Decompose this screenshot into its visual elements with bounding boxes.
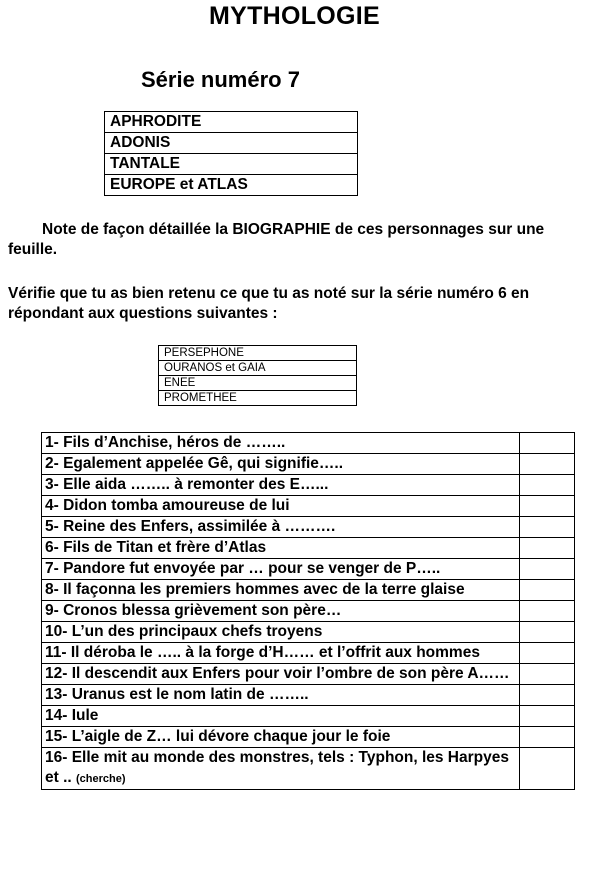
- previous-character-cell: OURANOS et GAIA: [159, 361, 357, 376]
- question-text: [42, 706, 520, 727]
- question-text: [42, 433, 520, 454]
- answer-cell[interactable]: [520, 496, 575, 517]
- character-cell: EUROPE et ATLAS: [105, 175, 358, 196]
- question-row: [42, 538, 575, 559]
- question-row: [42, 664, 575, 685]
- question-row: [42, 748, 575, 790]
- question-label: 6- Fils de Titan et frère d’Atlas: [45, 539, 267, 556]
- question-label: 16- Elle mit au monde des monstres, tels : Typhon, les Harpyes et ..: [45, 749, 509, 786]
- question-label: 9- Cronos blessa grièvement son père…: [45, 602, 342, 619]
- page-title: MYTHOLOGIE: [208, 2, 381, 30]
- instruction-text-1: Note de façon détaillée la: [42, 221, 233, 238]
- answer-cell[interactable]: [520, 538, 575, 559]
- question-row: [42, 601, 575, 622]
- question-row: [42, 727, 575, 748]
- answer-cell[interactable]: [520, 727, 575, 748]
- question-row: [42, 517, 575, 538]
- question-text: [42, 601, 520, 622]
- question-label: 8- Il façonna les premiers hommes avec de la terre glaise: [45, 581, 465, 598]
- answer-cell[interactable]: [520, 517, 575, 538]
- question-text: [42, 475, 520, 496]
- previous-characters-table: [158, 345, 357, 406]
- question-text: [42, 580, 520, 601]
- answer-cell[interactable]: [520, 580, 575, 601]
- question-text: [42, 559, 520, 580]
- question-label: 1- Fils d’Anchise, héros de ……..: [45, 434, 286, 451]
- answer-cell[interactable]: [520, 601, 575, 622]
- question-row: [42, 454, 575, 475]
- answer-cell[interactable]: [520, 475, 575, 496]
- question-row: [42, 580, 575, 601]
- previous-character-cell: ENEE: [159, 376, 357, 391]
- question-label: 2- Egalement appelée Gê, qui signifie…..: [45, 455, 344, 472]
- character-cell: APHRODITE: [105, 112, 358, 133]
- question-label: 5- Reine des Enfers, assimilée à ……….: [45, 518, 336, 535]
- question-label: 12- Il descendit aux Enfers pour voir l’ombre de son père A……: [45, 665, 510, 682]
- previous-character-cell: PERSEPHONE: [159, 346, 357, 361]
- verify-paragraph: Vérifie que tu as bien retenu ce que tu as noté sur la série numéro 6 en répondant aux questions suivantes :: [8, 285, 530, 322]
- answer-cell[interactable]: [520, 454, 575, 475]
- question-text: [42, 664, 520, 685]
- question-label: 3- Elle aida …….. à remonter des E…...: [45, 476, 329, 493]
- question-label: 7- Pandore fut envoyée par … pour se venger de P…..: [45, 560, 441, 577]
- answer-cell[interactable]: [520, 643, 575, 664]
- answer-cell[interactable]: [520, 559, 575, 580]
- instruction-paragraph: [8, 220, 583, 260]
- character-cell: ADONIS: [105, 133, 358, 154]
- question-row: [42, 622, 575, 643]
- question-text: [42, 454, 520, 475]
- characters-table: [104, 111, 358, 196]
- answer-cell[interactable]: [520, 622, 575, 643]
- question-text: [42, 727, 520, 748]
- question-row: [42, 433, 575, 454]
- question-text: [42, 496, 520, 517]
- question-row: [42, 475, 575, 496]
- question-text: [42, 538, 520, 559]
- question-label: 13- Uranus est le nom latin de ……..: [45, 686, 309, 703]
- question-label: 11- Il déroba le ….. à la forge d’H…… et l’offrit aux hommes: [45, 644, 480, 661]
- question-label: 14- Iule: [45, 707, 99, 724]
- questions-table: [41, 432, 575, 790]
- question-label: 10- L’un des principaux chefs troyens: [45, 623, 323, 640]
- series-heading: Série numéro 7: [141, 67, 300, 92]
- question-row: [42, 685, 575, 706]
- question-text: [42, 685, 520, 706]
- question-text: [42, 622, 520, 643]
- question-hint: (cherche): [76, 773, 126, 785]
- answer-cell[interactable]: [520, 664, 575, 685]
- question-text: [42, 517, 520, 538]
- question-label: 4- Didon tomba amoureuse de lui: [45, 497, 290, 514]
- question-row: [42, 706, 575, 727]
- instruction-text-2: de ces personnages sur une feuille.: [8, 221, 545, 258]
- question-text: [42, 643, 520, 664]
- answer-cell[interactable]: [520, 748, 575, 790]
- answer-cell[interactable]: [520, 685, 575, 706]
- question-label: 15- L’aigle de Z… lui dévore chaque jour le foie: [45, 728, 391, 745]
- answer-cell[interactable]: [520, 433, 575, 454]
- question-row: [42, 496, 575, 517]
- previous-character-cell: PROMETHEE: [159, 391, 357, 406]
- question-text: [42, 748, 520, 790]
- character-cell: TANTALE: [105, 154, 358, 175]
- question-row: [42, 643, 575, 664]
- question-row: [42, 559, 575, 580]
- answer-cell[interactable]: [520, 706, 575, 727]
- instruction-bold-word: BIOGRAPHIE: [232, 221, 331, 238]
